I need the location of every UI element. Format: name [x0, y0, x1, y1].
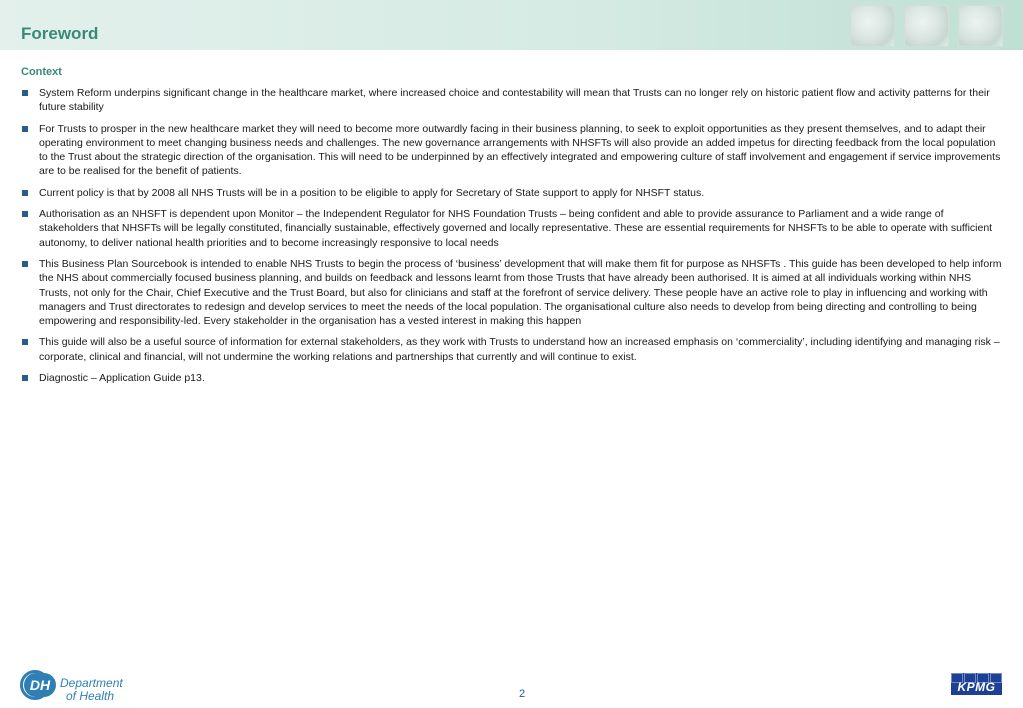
header-photo-2: [904, 5, 949, 47]
square-bullet-icon: [22, 211, 28, 217]
kpmg-logo: [951, 673, 1002, 695]
list-item: [21, 335, 1003, 364]
list-item: [21, 122, 1003, 179]
page-title: Foreword: [21, 24, 99, 43]
dh-logo-mark: DH: [24, 673, 56, 697]
list-item: [21, 257, 1003, 328]
dh-logo-text: [60, 677, 123, 703]
bullet-text: This Business Plan Sourcebook is intended to enable NHS Trusts to begin the process of ‘business’ development that will make them fit for purpose as NHSFTs . This guide has been developed to help inform the NHS about commercially focused business planning, and builds on feedback and lessons learnt from those Trusts that have already been authorised. It is aimed at all individuals working within NHS Trusts, not only for the Chair, Chief Executive and the Trust Board, but also for clinicians and staff at the forefront of service delivery. These people have an active role to play in influencing and working with managers and Trust directorates to redesign and develop services to meet the needs of the local population. The organisational culture also needs to develop from being directing and controlling to being empowering and responsibility-led. Every stakeholder in the organisation has a vested interest in making this happen: [39, 257, 1002, 328]
square-bullet-icon: [22, 339, 28, 345]
square-bullet-icon: [22, 90, 28, 96]
square-bullet-icon: [22, 126, 28, 132]
list-item: [21, 207, 1003, 250]
bullet-text: This guide will also be a useful source of information for external stakeholders, as they work with Trusts to understand how an increased emphasis on ‘commerciality’, including identifying and managing risk – corporate, clinical and financial, will not undermine the working relations and partnerships that currently and will continue to exist.: [39, 336, 1000, 363]
header-photo-3: [958, 5, 1003, 47]
header-photo-1: [850, 5, 895, 47]
bullet-list: [21, 86, 1003, 385]
list-item: [21, 371, 1003, 385]
square-bullet-icon: [22, 190, 28, 196]
main-content: [21, 66, 1003, 392]
square-bullet-icon: [22, 261, 28, 267]
bullet-text: For Trusts to prosper in the new healthcare market they will need to become more outwardly facing in their business planning, to seek to exploit opportunities as they present themselves, and to adapt their operating environment to meet changing business needs and challenges. The new governance arrangements with NHSFTs will also provide an added impetus for directing feedback from the local population to the Trust about the strategic direction of the organisation. This will need to be underpinned by an effectively integrated and empowering culture of staff involvement and engagement if service improvements are to be realised for the benefit of patients.: [39, 122, 1001, 178]
bullet-text: Diagnostic – Application Guide p13.: [39, 372, 205, 385]
dh-logo-line1: Department: [60, 676, 123, 690]
department-of-health-logo: [20, 667, 130, 707]
page-number: 2: [519, 688, 526, 700]
square-bullet-icon: [22, 375, 28, 381]
kpmg-logo-text: KPMG: [957, 680, 996, 694]
bullet-text: System Reform underpins significant change in the healthcare market, where increased choice and contestability will mean that Trusts can no longer rely on historic patient flow and activity patterns for their future stability: [39, 87, 990, 114]
header-band: [0, 0, 1023, 50]
bullet-text: Current policy is that by 2008 all NHS Trusts will be in a position to be eligible to apply for Secretary of State support to apply for NHSFT status.: [39, 186, 705, 199]
list-item: [21, 186, 1003, 200]
bullet-text: Authorisation as an NHSFT is dependent upon Monitor – the Independent Regulator for NHS Foundation Trusts – being confident and able to provide assurance to Parliament and a wide range of stakeholders that NHSFTs will be legally constituted, financially sustainable, effectively governed and locally representative. These are essential requirements for NHSFTs to be able to operate with sufficient autonomy, to deliver national health priorities and to become increasingly responsive to local needs: [39, 208, 993, 249]
list-item: [21, 86, 1003, 115]
dh-logo-line2: of Health: [66, 689, 115, 703]
section-heading: Context: [21, 66, 62, 78]
